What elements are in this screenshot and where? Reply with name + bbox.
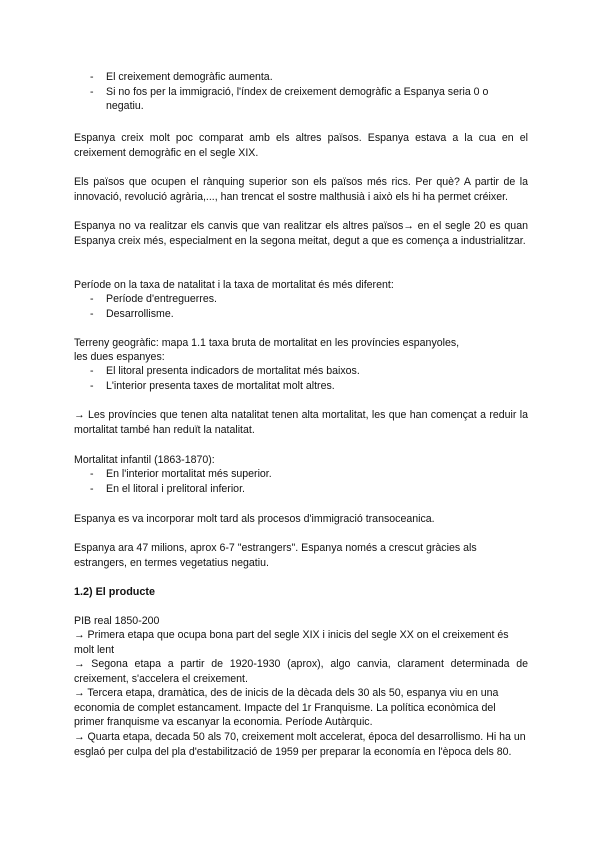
paragraph-provincies: → Les províncies que tenen alta natalitat tenen alta mortalitat, les que han començat a reduir la mortalitat també han reduït la natalitat.: [74, 409, 528, 436]
list-item-text: Període d'entreguerres.: [106, 293, 217, 305]
bullet-list-periode: [74, 292, 528, 321]
bullet-list-terreny: [74, 364, 528, 393]
terreny-line-1: Terreny geogràfic: mapa 1.1 taxa bruta de mortalitat en les províncies espanyoles,: [74, 337, 460, 349]
etapa-3: → Tercera etapa, dramàtica, des de inicis de la dècada dels 30 als 50, espanya viu en una economia de complet estancament. Impacte del 1r Franquisme. La política econòmica del primer franquisme va escanyar la economia. Període Autàrquic.: [74, 687, 499, 729]
etapa-4: → Quarta etapa, decada 50 als 70, creixement molt accelerat, época del desarrollismo. Hi ha un esglaó per culpa del pla d'estabilització de 1959 per preparar la economía en l'època dels 80.: [74, 731, 526, 758]
list-item: - Si no fos per la immigració, l'índex de creixement demogràfic a Espanya seria 0 o negatiu.: [90, 85, 489, 113]
periode-title: Període on la taxa de natalitat i la taxa de mortalitat és més diferent:: [74, 279, 394, 291]
list-item: - En l'interior mortalitat més superior.: [90, 468, 272, 480]
terreny-line-2: les dues espanyes:: [74, 351, 165, 363]
paragraph-milions: Espanya ara 47 milions, aprox 6-7 "estrangers". Espanya només a crescut gràcies als estrangers, en termes vegetatius negatiu.: [74, 542, 477, 569]
list-item-text: En l'interior mortalitat més superior.: [106, 468, 272, 480]
etapa-1: → Primera etapa que ocupa bona part del segle XIX i inicis del segle XX on el creixement és molt lent: [74, 629, 509, 656]
list-item: - L'interior presenta taxes de mortalitat molt altres.: [90, 379, 335, 392]
etapa-2: → Segona etapa a partir de 1920-1930 (aprox), algo canvia, clarament determinada de creixement, s'accelera el creixement.: [74, 658, 528, 685]
list-item: - El creixement demogràfic aumenta.: [90, 71, 273, 83]
paragraph-cua: Espanya creix molt poc comparat amb els altres països. Espanya estava a la cua en el creixement demogràfic en el segle XIX.: [74, 132, 528, 159]
bullet-list-intro: [74, 70, 528, 114]
paragraph-rics: Els països que ocupen el rànquing superior son els països més rics. Per què? A partir de la innovació, revolució agrària,..., han trencat el sostre malthusià i això els hi ha permet créixer.: [74, 176, 528, 203]
section-heading: 1.2) El producte: [74, 586, 155, 598]
pib-title: PIB real 1850-200: [74, 615, 160, 627]
list-item-text: El creixement demogràfic aumenta.: [106, 71, 273, 83]
list-item-text: Si no fos per la immigració, l'índex de creixement demogràfic a Espanya seria 0 o negatiu.: [106, 85, 489, 113]
list-item-text: Desarrollisme.: [106, 307, 174, 320]
infantil-title: Mortalitat infantil (1863-1870):: [74, 454, 215, 466]
list-item: - El litoral presenta indicadors de mortalitat més baixos.: [90, 365, 360, 377]
paragraph-immigracio: Espanya es va incorporar molt tard als procesos d'immigració transoceanica.: [74, 513, 435, 525]
list-item: - En el litoral i prelitoral inferior.: [90, 482, 245, 495]
list-item-text: En el litoral i prelitoral inferior.: [106, 482, 245, 495]
list-item-text: L'interior presenta taxes de mortalitat molt altres.: [106, 379, 335, 392]
list-item-text: El litoral presenta indicadors de mortalitat més baixos.: [106, 365, 360, 377]
list-item: - Període d'entreguerres.: [90, 293, 217, 305]
list-item: - Desarrollisme.: [90, 307, 174, 320]
paragraph-canvis: Espanya no va realitzar els canvis que van realitzar els altres països→ en el segle 20 es quan Espanya creix més, especialment en la segona meitat, degut a que es comença a industrialitzar.: [74, 220, 528, 247]
bullet-list-infantil: [74, 467, 528, 496]
